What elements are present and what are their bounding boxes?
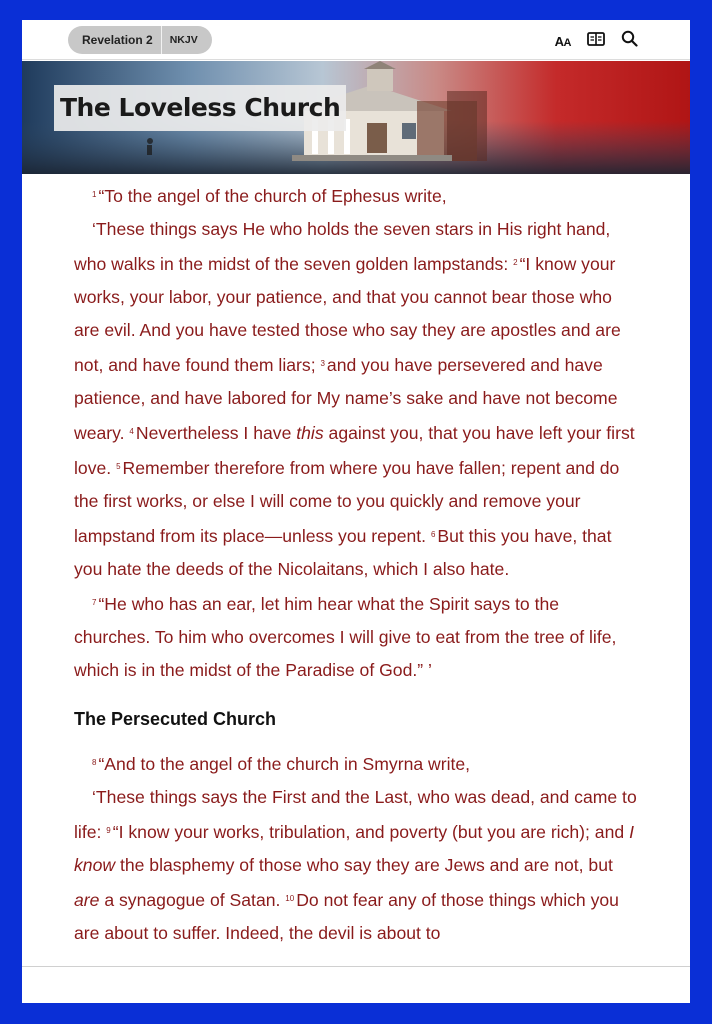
search-icon[interactable]: [621, 30, 638, 52]
verse-text: the blasphemy of those who say they are Jews and are not, but: [115, 855, 613, 875]
verse-number[interactable]: 1: [92, 190, 97, 199]
verse-number[interactable]: 7: [92, 598, 97, 607]
verse-paragraph: [74, 586, 640, 687]
verse-text: against you, that you have left your first love.: [74, 423, 635, 478]
verse-text: Do not fear any of those things which you are about to suffer. Indeed, the devil is about to: [74, 890, 619, 943]
verse-number[interactable]: 2: [513, 258, 518, 267]
toolbar-icons: [555, 30, 638, 52]
verse-italic-text: are: [74, 890, 100, 910]
verse-number[interactable]: 10: [285, 894, 295, 903]
version-button[interactable]: NKJV: [169, 34, 198, 46]
verse-text: ‘These things says He who holds the seven stars in His right hand, who walks in the midst of the seven golden lampstands:: [74, 219, 611, 274]
verse-paragraph: [74, 746, 640, 781]
book-chapter-button[interactable]: Revelation 2: [82, 33, 153, 47]
verse-text: Nevertheless I have: [135, 423, 297, 443]
verse-number[interactable]: 9: [106, 826, 111, 835]
verse-number[interactable]: 5: [116, 462, 121, 471]
verse-text: “I know your works, tribulation, and poverty (but you are rich); and: [112, 822, 630, 842]
verse-paragraph: [74, 213, 640, 586]
bible-reader-screen: [22, 20, 690, 1003]
verse-number[interactable]: 3: [320, 359, 325, 368]
verse-text: “And to the angel of the church in Smyrna write,: [98, 754, 471, 774]
verse-number[interactable]: 6: [430, 530, 436, 539]
verse-text: Remember therefore from where you have fallen; repent and do the first works, or else I will come to you quickly and remove your lampstand from its place—unless you repent.: [74, 458, 620, 546]
verse-text: “He who has an ear, let him hear what the Spirit says to the churches. To him who overcomes I will give to eat from the tree of life, which is in the midst of the Paradise of God.” ’: [74, 594, 617, 680]
verse-text: But this you have, that you hate the deeds of the Nicolaitans, which I also hate.: [74, 526, 612, 579]
verse-text: a synagogue of Satan.: [99, 890, 286, 910]
verse-italic-text: this: [296, 423, 324, 443]
verse-paragraph: [74, 178, 640, 213]
verse-number[interactable]: 8: [92, 758, 97, 767]
verse-text: and you have persevered and have patience, and have labored for My name’s sake and have not become weary.: [74, 355, 618, 443]
top-toolbar: [22, 20, 690, 60]
verse-italic-text: I know: [74, 822, 634, 875]
verse-text: “To the angel of the church of Ephesus write,: [98, 186, 447, 206]
text-size-icon[interactable]: AA: [554, 33, 571, 49]
passage-selector[interactable]: [68, 26, 212, 54]
banner-title: The Loveless Church: [54, 85, 346, 131]
chapter-banner: [22, 61, 690, 174]
verse-paragraph: [74, 781, 640, 950]
verse-text: ‘These things says the First and the Last, who was dead, and came to life:: [74, 787, 637, 842]
bottom-bar: [22, 966, 690, 1003]
reader-icon[interactable]: [587, 32, 605, 51]
scripture-text: [74, 178, 640, 950]
verse-text: “I know your works, your labor, your patience, and that you cannot bear those who are evil. And you have tested those who say they are apostles and are not, and have found them liars;: [74, 254, 621, 375]
section-heading: The Persecuted Church: [74, 709, 277, 729]
verse-number[interactable]: 4: [129, 427, 134, 436]
